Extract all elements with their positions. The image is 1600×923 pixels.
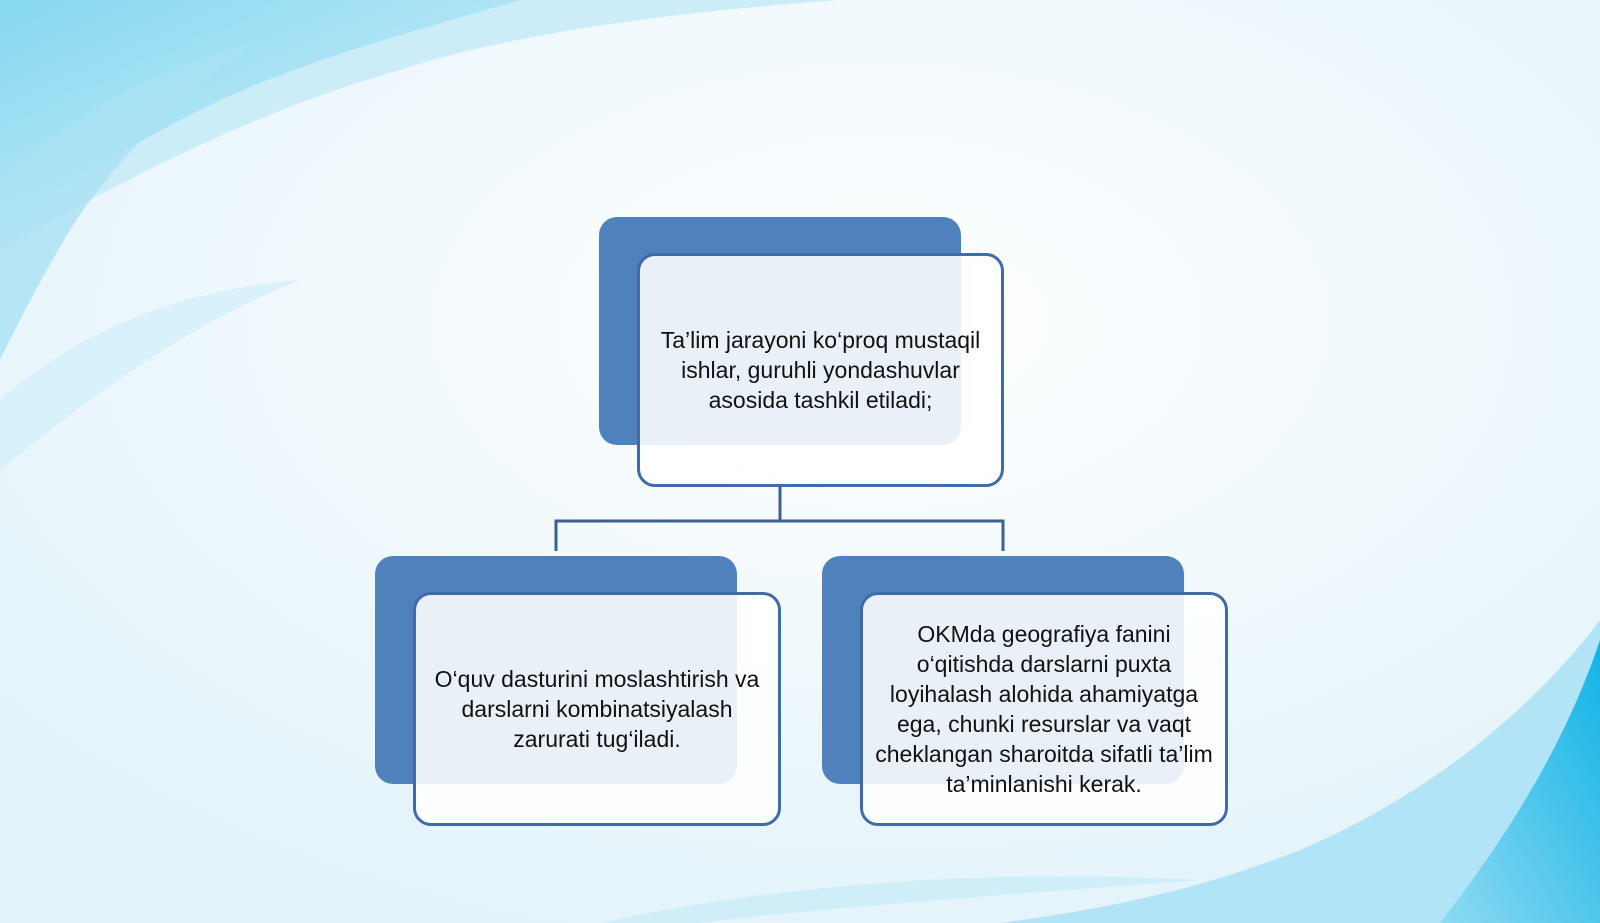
- child-node-left: [375, 556, 781, 826]
- child-node-right-box: [860, 592, 1228, 826]
- child-node-left-box: [413, 592, 781, 826]
- child-node-right-text: OKMda geografiya fanini o‘qitishda darslarni puxta loyihalash alohida ahamiyatga ega, chunki resurslar va vaqt cheklangan sharoitda sifatli ta’lim ta’minlanishi kerak.: [875, 621, 1213, 797]
- root-node-box: [637, 253, 1004, 487]
- root-node-text: Ta’lim jarayoni ko‘proq mustaqil ishlar, guruhli yondashuvlar asosida tashkil etiladi;: [660, 327, 981, 413]
- child-node-left-text: O‘quv dasturini moslashtirish va darslarni kombinatsiyalash zarurati tug‘iladi.: [434, 666, 760, 752]
- child-node-right: [822, 556, 1228, 826]
- root-node: [599, 217, 1004, 487]
